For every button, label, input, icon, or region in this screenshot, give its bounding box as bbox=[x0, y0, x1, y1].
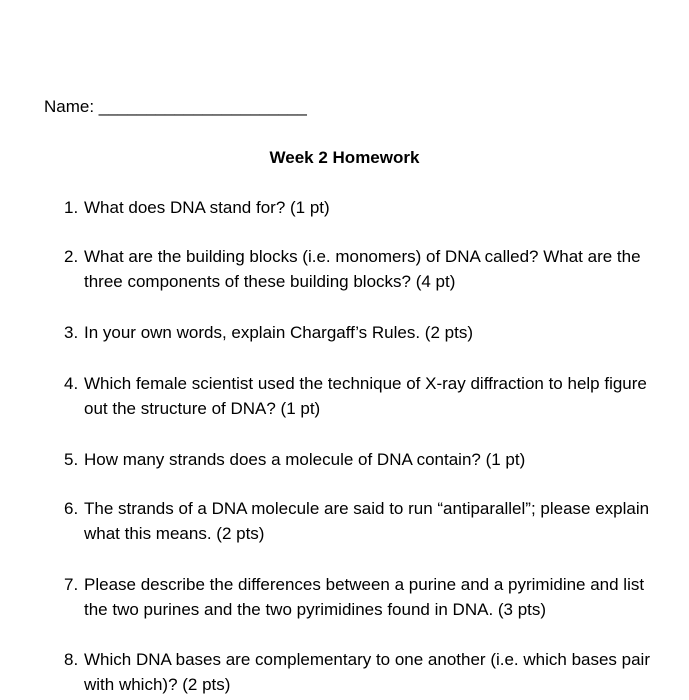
question-number: 5. bbox=[64, 450, 79, 469]
question-number: 8. bbox=[64, 650, 79, 669]
question-item bbox=[64, 244, 654, 294]
question-text: What are the building blocks (i.e. monomers) of DNA called? What are the three components of these building blocks? (4 pt) bbox=[84, 247, 641, 291]
question-item bbox=[64, 572, 654, 622]
question-item bbox=[64, 371, 654, 421]
question-text: Which DNA bases are complementary to one another (i.e. which bases pair with which)? (2 pts) bbox=[84, 650, 650, 694]
question-item bbox=[64, 195, 654, 220]
question-item bbox=[64, 647, 654, 697]
question-item bbox=[64, 447, 654, 472]
question-text: The strands of a DNA molecule are said to run “antiparallel”; please explain what this means. (2 pts) bbox=[84, 499, 650, 543]
page-title: Week 2 Homework bbox=[269, 148, 420, 167]
question-item bbox=[64, 496, 654, 546]
question-item bbox=[64, 320, 654, 345]
question-number: 1. bbox=[64, 198, 79, 217]
question-number: 2. bbox=[64, 247, 79, 266]
question-text: What does DNA stand for? (1 pt) bbox=[84, 198, 330, 217]
question-text: How many strands does a molecule of DNA contain? (1 pt) bbox=[84, 450, 526, 469]
question-number: 7. bbox=[64, 575, 79, 594]
question-text: Which female scientist used the technique of X-ray diffraction to help figure out the structure of DNA? (1 pt) bbox=[84, 374, 647, 418]
name-field-label: Name: ______________________ bbox=[44, 97, 307, 116]
question-text: Please describe the differences between a purine and a pyrimidine and list the two purines and the two pyrimidines found in DNA. (3 pts) bbox=[84, 575, 645, 619]
question-text: In your own words, explain Chargaff’s Rules. (2 pts) bbox=[84, 323, 473, 342]
question-number: 4. bbox=[64, 374, 79, 393]
question-number: 3. bbox=[64, 323, 79, 342]
question-number: 6. bbox=[64, 499, 79, 518]
